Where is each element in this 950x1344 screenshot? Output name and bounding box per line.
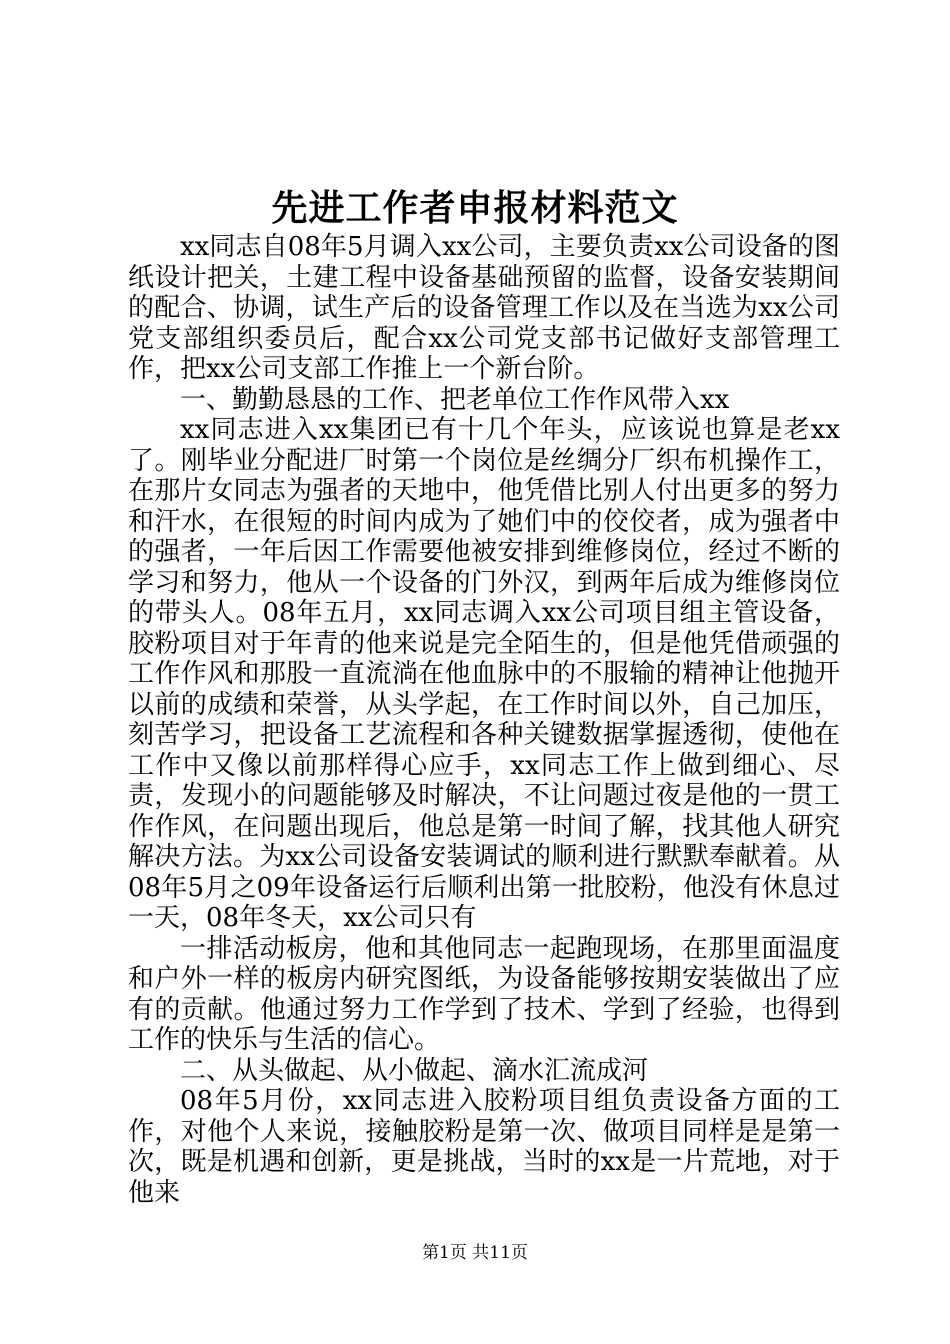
- paragraph-section2-body: 08年5月份，xx同志进入胶粉项目组负责设备方面的工作，对他个人来说，接触胶粉是第一次、做项目同样是是第一次，既是机遇和创新，更是挑战，当时的xx是一片荒地，对于他来: [128, 1086, 840, 1208]
- paragraph-intro: xx同志自08年5月调入xx公司，主要负责xx公司设备的图纸设计把关，土建工程中设备基础预留的监督，设备安装期间的配合、协调，试生产后的设备管理工作以及在当选为xx公司党支部组织委员后，配合xx公司党支部书记做好支部管理工作，把xx公司支部工作推上一个新台阶。: [128, 232, 840, 384]
- section-heading-1: 一、勤勤恳恳的工作、把老单位工作作风带入xx: [180, 384, 730, 415]
- paragraph-section1-body: xx同志进入xx集团已有十几个年头，应该说也算是老xx了。刚毕业分配进厂时第一个岗位是丝绸分厂织布机操作工，在那片女同志为强者的天地中，他凭借比别人付出更多的努力和汗水，在很短的时间内成为了她们中的佼佼者，成为强者中的强者，一年后因工作需要他被安排到维修岗位，经过不断的学习和努力，他从一个设备的门外汉，到两年后成为维修岗位的带头人。08年五月，xx同志调入xx公司项目组主管设备，胶粉项目对于年青的他来说是完全陌生的，但是他凭借顽强的工作作风和那股一直流淌在他血脉中的不服输的精神让他抛开以前的成绩和荣誉，从头学起，在工作时间以外，自己加压，刻苦学习，把设备工艺流程和各种关键数据掌握透彻，使他在工作中又像以前那样得心应手，xx同志工作上做到细心、尽责，发现小的问题能够及时解决，不让问题过夜是他的一贯工作作风，在问题出现后，他总是第一时间了解，找其他人研究解决方法。为xx公司设备安装调试的顺利进行默默奉献着。从08年5月之09年设备运行后顺利出第一批胶粉，他没有休息过一天，08年冬天，xx公司只有: [128, 415, 840, 933]
- document-title: 先进工作者申报材料范文: [271, 187, 679, 229]
- page-number-footer: 第1页 共11页: [422, 1243, 528, 1263]
- document-body: [128, 232, 840, 1208]
- paragraph-section1-continued: 一排活动板房，他和其他同志一起跑现场，在那里面温度和户外一样的板房内研究图纸，为设备能够按期安装做出了应有的贡献。他通过努力工作学到了技术、学到了经验，也得到工作的快乐与生活的信心。: [128, 933, 840, 1055]
- section-heading-2: 二、从头做起、从小做起、滴水汇流成河: [180, 1055, 649, 1086]
